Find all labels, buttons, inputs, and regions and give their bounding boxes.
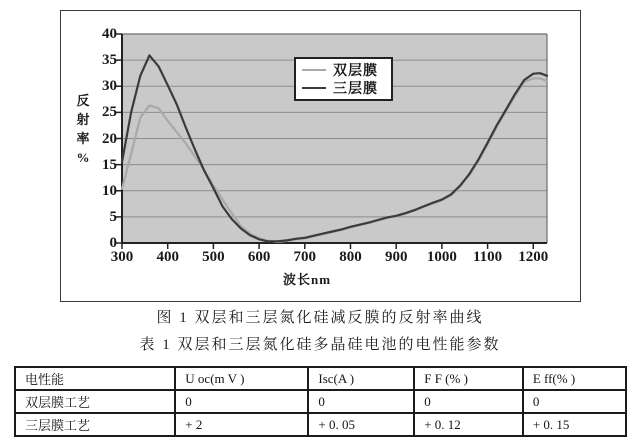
y-axis-tick-label: 5 bbox=[109, 208, 117, 225]
legend-label-triple-layer: 三层膜 bbox=[333, 82, 378, 97]
cell-double-layer-isc: 0 bbox=[308, 390, 414, 413]
table-header-row bbox=[15, 367, 626, 390]
table-row-triple-layer bbox=[15, 413, 626, 436]
legend-label-double-layer: 双层膜 bbox=[333, 64, 378, 79]
header-cell-isc: Isc(A ) bbox=[308, 367, 414, 390]
legend-entry-double-layer bbox=[296, 61, 391, 79]
y-axis-tick-label: 0 bbox=[109, 235, 117, 251]
x-axis-tick-label: 600 bbox=[247, 249, 271, 265]
cell-triple-layer-ff: + 0. 12 bbox=[414, 413, 523, 436]
x-axis-title: 波长nm bbox=[282, 272, 332, 287]
y-axis-title bbox=[74, 91, 92, 167]
x-axis-tick-label: 1100 bbox=[472, 249, 503, 265]
chart-legend bbox=[294, 57, 393, 101]
reflectance-chart-figure bbox=[60, 10, 581, 302]
cell-triple-layer-isc: + 0. 05 bbox=[308, 413, 414, 436]
x-axis-tick-label: 400 bbox=[156, 249, 179, 265]
cell-double-layer-ff: 0 bbox=[414, 390, 523, 413]
y-axis-title-char: % bbox=[76, 150, 90, 165]
x-axis-tick-label: 700 bbox=[293, 249, 317, 265]
y-axis-title-char: 反 bbox=[76, 93, 90, 108]
legend-line-sample-double-layer bbox=[302, 69, 326, 71]
cell-double-layer-uoc: 0 bbox=[175, 390, 308, 413]
x-axis-tick-label: 1000 bbox=[426, 249, 457, 265]
header-cell-property: 电性能 bbox=[15, 367, 175, 390]
y-axis-tick-label: 30 bbox=[102, 78, 117, 95]
figure-caption: 图 1 双层和三层氮化硅减反膜的反射率曲线 bbox=[156, 310, 484, 326]
x-axis-tick-label: 300 bbox=[110, 249, 134, 265]
y-axis-tick-label: 20 bbox=[102, 130, 117, 147]
x-axis-tick-label: 800 bbox=[339, 249, 362, 265]
legend-entry-triple-layer bbox=[296, 79, 391, 97]
electrical-performance-table bbox=[14, 366, 627, 437]
table-row-double-layer bbox=[15, 390, 626, 413]
header-cell-ff: F F (% ) bbox=[414, 367, 523, 390]
cell-triple-layer-label: 三层膜工艺 bbox=[15, 413, 175, 436]
y-axis-tick-label: 10 bbox=[102, 182, 117, 199]
x-axis-tick-label: 500 bbox=[202, 249, 225, 265]
cell-triple-layer-uoc: + 2 bbox=[175, 413, 308, 436]
y-axis-title-char: 射 bbox=[76, 112, 90, 127]
cell-double-layer-eff: 0 bbox=[523, 390, 626, 413]
y-axis-tick-label: 35 bbox=[102, 52, 117, 69]
header-cell-eff: E ff(% ) bbox=[523, 367, 626, 390]
cell-double-layer-label: 双层膜工艺 bbox=[15, 390, 175, 413]
cell-triple-layer-eff: + 0. 15 bbox=[523, 413, 626, 436]
x-axis-tick-label: 1200 bbox=[518, 249, 549, 265]
y-axis-tick-label: 15 bbox=[102, 156, 117, 173]
y-axis-title-char: 率 bbox=[76, 131, 90, 146]
legend-line-sample-triple-layer bbox=[302, 87, 326, 89]
table-caption: 表 1 双层和三层氮化硅多晶硅电池的电性能参数 bbox=[139, 337, 501, 353]
y-axis-tick-label: 25 bbox=[102, 104, 117, 121]
y-axis-tick-label: 40 bbox=[102, 26, 117, 42]
x-axis-tick-label: 900 bbox=[384, 249, 408, 265]
header-cell-uoc: U oc(m V ) bbox=[175, 367, 308, 390]
